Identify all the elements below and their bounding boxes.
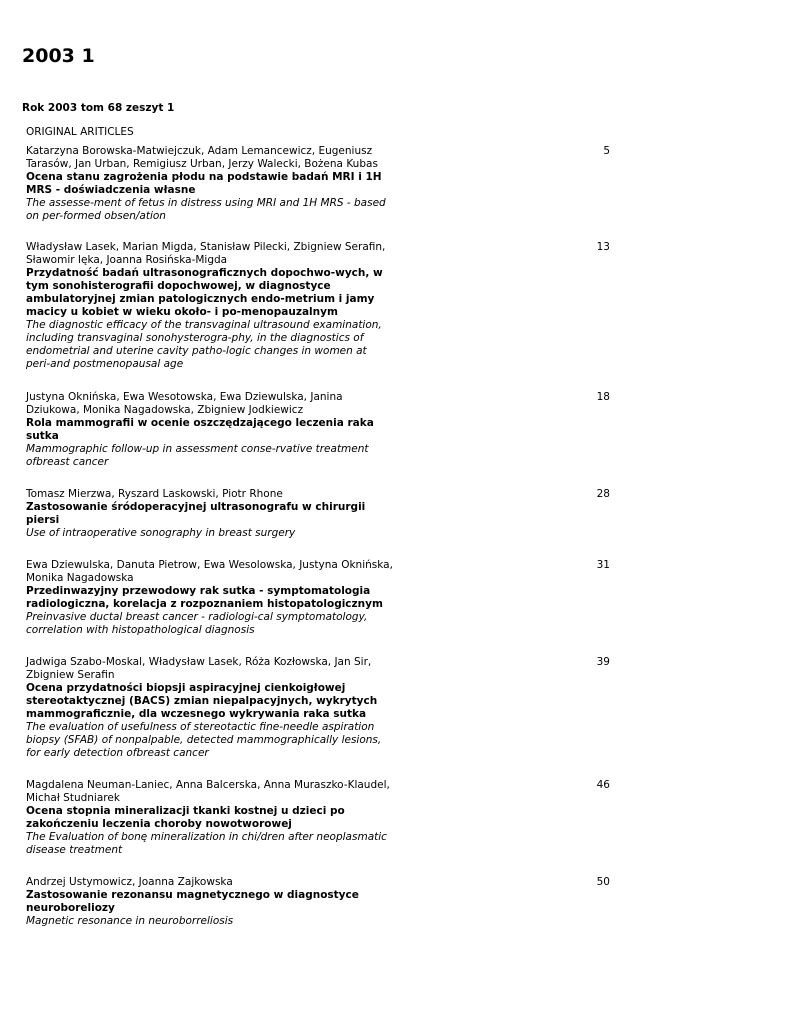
toc-entry [26, 391, 610, 469]
toc-entry [26, 241, 610, 371]
section-label: ORIGINAL ARITICLES [26, 126, 134, 138]
entry-title-english: The evaluation of usefulness of stereotactic fine-needle aspiration biopsy (SFAB) of nonpalpable, detected mammographically lesions, for early detection ofbreast cancer [26, 721, 382, 759]
entry-title-english: The assesse-ment of fetus in distress using MRI and 1H MRS - based on per-formed obsen/ation [26, 197, 386, 222]
entry-title-english: The diagnostic efficacy of the transvaginal ultrasound examination, including transvaginal sonohysterogra-phy, in the diagnostics of endometrial and uterine cavity patho-logic changes in women at peri-and postmenopausal age [26, 319, 382, 370]
entry-title-polish: Rola mammografii w ocenie oszczędzającego leczenia raka sutka [26, 417, 374, 442]
entry-title-polish: Ocena stopnia mineralizacji tkanki kostnej u dzieci po zakończeniu leczenia choroby nowotworowej [26, 805, 345, 830]
toc-entry [26, 656, 610, 760]
entry-page-number: 31 [596, 559, 610, 571]
entry-title-english: Mammographic follow-up in assessment conse-rvative treatment ofbreast cancer [26, 443, 369, 468]
entry-title-english: The Evaluation of bonę mineralization in chi/dren after neoplasmatic disease treatment [26, 831, 387, 856]
entry-title-english: Magnetic resonance in neuroborreliosis [26, 915, 234, 927]
page-title: 2003 1 [22, 45, 95, 67]
entry-title-polish: Ocena przydatności biopsji aspiracyjnej cienkoigłowej stereotaktycznej (BACS) zmian niepalpacyjnych, wykrytych mammograficznie, dla wczesnego wykrywania raka sutka [26, 682, 378, 720]
entry-page-number: 50 [596, 876, 610, 888]
entry-title-polish: Zastosowanie śródoperacyjnej ultrasonografu w chirurgii piersi [26, 501, 366, 526]
entry-authors: Jadwiga Szabo-Moskal, Władysław Lasek, Róża Kozłowska, Jan Sir, Zbigniew Serafin [26, 656, 372, 681]
entry-page-number: 5 [603, 145, 610, 157]
entry-authors: Tomasz Mierzwa, Ryszard Laskowski, Piotr Rhone [26, 488, 283, 500]
entry-authors: Andrzej Ustymowicz, Joanna Zajkowska [26, 876, 233, 888]
entry-authors: Władysław Lasek, Marian Migda, Stanisław Pilecki, Zbigniew Serafin, Sławomir Ięka, Joanna Rosińska-Migda [26, 241, 386, 266]
entry-authors: Katarzyna Borowska-Matwiejczuk, Adam Lemancewicz, Eugeniusz Tarasów, Jan Urban, Remigiusz Urban, Jerzy Walecki, Bożena Kubas [26, 145, 378, 170]
entry-page-number: 18 [596, 391, 610, 403]
toc-entry [26, 145, 610, 223]
toc-entry [26, 488, 610, 540]
toc-entry [26, 559, 610, 637]
entry-title-polish: Ocena stanu zagrożenia płodu na podstawie badań MRI i 1H MRS - doświadczenia własne [26, 171, 382, 196]
entry-page-number: 13 [596, 241, 610, 253]
entry-page-number: 39 [596, 656, 610, 668]
entry-authors: Justyna Oknińska, Ewa Wesotowska, Ewa Dziewulska, Janina Dziukowa, Monika Nagadowska, Zbigniew Jodkiewicz [26, 391, 343, 416]
entry-page-number: 28 [596, 488, 610, 500]
entry-authors: Ewa Dziewulska, Danuta Pietrow, Ewa Wesolowska, Justyna Oknińska, Monika Nagadowska [26, 559, 393, 584]
entry-title-polish: Przydatność badań ultrasonograficznych dopochwo-wych, w tym sonohisterografii dopochwowej, w diagnostyce ambulatoryjnej zmian patologicznych endo-metrium i jamy macicy u kobiet w wieku około- i po-menopauzalnym [26, 267, 383, 318]
entry-authors: Magdalena Neuman-Laniec, Anna Balcerska, Anna Muraszko-Klaudel, Michał Studniarek [26, 779, 390, 804]
entry-page-number: 46 [596, 779, 610, 791]
issue-heading: Rok 2003 tom 68 zeszyt 1 [22, 102, 175, 114]
entry-title-english: Preinvasive ductal breast cancer - radiologi-cal symptomatology, correlation with histopathological diagnosis [26, 611, 368, 636]
entry-title-english: Use of intraoperative sonography in breast surgery [26, 527, 296, 539]
entry-title-polish: Zastosowanie rezonansu magnetycznego w diagnostyce neuroboreliozy [26, 889, 359, 914]
toc-entry [26, 779, 610, 857]
toc-entry [26, 876, 610, 928]
entry-title-polish: Przedinwazyjny przewodowy rak sutka - symptomatologia radiologiczna, korelacja z rozpoznaniem histopatologicznym [26, 585, 383, 610]
